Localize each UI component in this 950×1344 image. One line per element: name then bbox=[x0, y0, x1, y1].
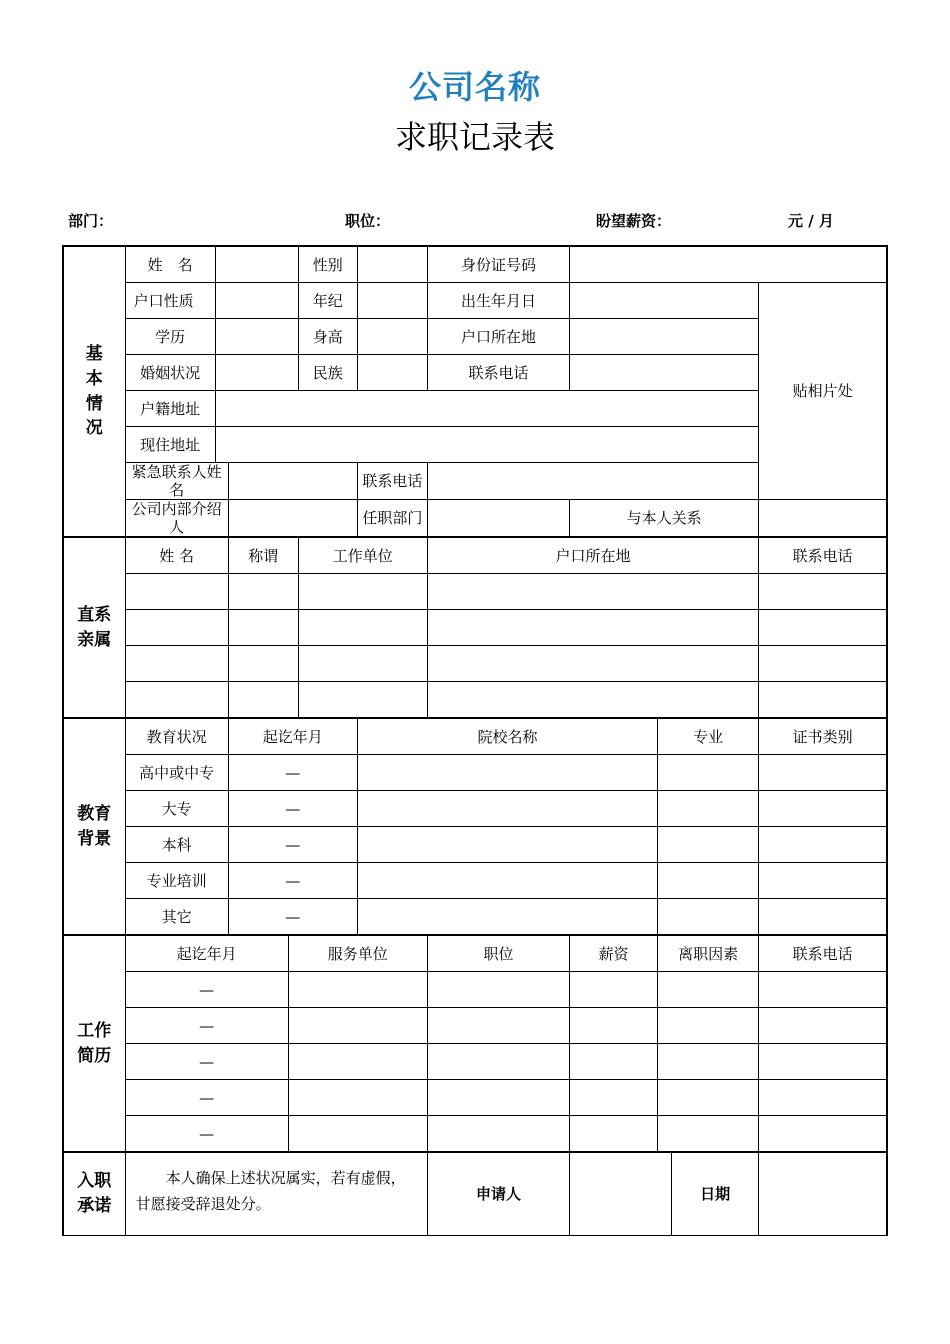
work-cell[interactable] bbox=[288, 1008, 427, 1044]
table-row bbox=[63, 610, 887, 646]
edu-period[interactable]: — bbox=[228, 863, 357, 899]
work-cell[interactable] bbox=[658, 1116, 759, 1153]
edu-certificate-input[interactable] bbox=[759, 755, 887, 791]
edu-col-level: 教育状况 bbox=[125, 718, 228, 755]
edu-level: 本科 bbox=[125, 827, 228, 863]
family-cell[interactable] bbox=[298, 682, 427, 719]
work-cell[interactable] bbox=[658, 1044, 759, 1080]
work-col-employer: 服务单位 bbox=[288, 935, 427, 972]
education-header-row bbox=[63, 718, 887, 755]
input-phone[interactable] bbox=[570, 355, 759, 391]
table-row bbox=[63, 899, 887, 936]
work-cell[interactable] bbox=[658, 1080, 759, 1116]
label-birth-date: 出生年月日 bbox=[427, 283, 569, 319]
family-col-employer: 工作单位 bbox=[298, 537, 427, 574]
family-cell[interactable] bbox=[228, 682, 298, 719]
edu-level: 专业培训 bbox=[125, 863, 228, 899]
table-row bbox=[63, 1008, 887, 1044]
edu-col-major: 专业 bbox=[658, 718, 759, 755]
work-cell[interactable] bbox=[427, 1116, 569, 1153]
edu-period[interactable]: — bbox=[228, 827, 357, 863]
edu-col-school: 院校名称 bbox=[357, 718, 657, 755]
photo-area[interactable]: 贴相片处 bbox=[759, 283, 887, 500]
edu-school-input[interactable] bbox=[357, 755, 657, 791]
edu-period[interactable]: — bbox=[228, 899, 357, 936]
pledge-text: 本人确保上述状况属实，若有虚假，甘愿接受辞退处分。 bbox=[125, 1152, 427, 1236]
table-row bbox=[63, 646, 887, 682]
family-cell[interactable] bbox=[228, 646, 298, 682]
edu-certificate-input[interactable] bbox=[759, 899, 887, 936]
family-cell[interactable] bbox=[298, 610, 427, 646]
edu-period[interactable]: — bbox=[228, 755, 357, 791]
family-col-hukou: 户口所在地 bbox=[427, 537, 758, 574]
edu-school-input[interactable] bbox=[357, 827, 657, 863]
work-col-position: 职位 bbox=[427, 935, 569, 972]
input-height[interactable] bbox=[357, 319, 427, 355]
edu-col-certificate: 证书类别 bbox=[759, 718, 887, 755]
work-header-row bbox=[63, 935, 887, 972]
family-cell[interactable] bbox=[759, 682, 887, 719]
work-cell[interactable] bbox=[570, 972, 658, 1008]
family-cell[interactable] bbox=[427, 574, 758, 610]
table-row bbox=[63, 791, 887, 827]
label-education: 学历 bbox=[125, 319, 215, 355]
edu-certificate-input[interactable] bbox=[759, 791, 887, 827]
section-family: 直系亲属 bbox=[63, 537, 125, 718]
family-header-row bbox=[63, 537, 887, 574]
work-col-salary: 薪资 bbox=[570, 935, 658, 972]
input-internal-referrer[interactable] bbox=[228, 500, 357, 538]
label-relationship: 与本人关系 bbox=[570, 500, 759, 538]
table-row bbox=[63, 755, 887, 791]
input-gender[interactable] bbox=[357, 246, 427, 283]
company-name: 公司名称 bbox=[408, 68, 541, 106]
input-emergency-contact[interactable] bbox=[228, 463, 357, 500]
input-registered-address[interactable] bbox=[215, 391, 759, 427]
work-cell[interactable] bbox=[570, 1008, 658, 1044]
work-cell[interactable] bbox=[759, 1116, 887, 1153]
work-cell[interactable] bbox=[759, 1080, 887, 1116]
form-title: 求职记录表 bbox=[394, 118, 555, 156]
family-cell[interactable] bbox=[759, 574, 887, 610]
edu-school-input[interactable] bbox=[357, 899, 657, 936]
table-row bbox=[63, 827, 887, 863]
application-form-table bbox=[62, 245, 888, 1236]
input-education[interactable] bbox=[215, 319, 298, 355]
label-hukou-type: 户口性质 bbox=[125, 283, 215, 319]
edu-school-input[interactable] bbox=[357, 863, 657, 899]
label-ethnicity: 民族 bbox=[298, 355, 357, 391]
family-cell[interactable] bbox=[125, 610, 228, 646]
label-registered-address: 户籍地址 bbox=[125, 391, 215, 427]
label-marital-status: 婚姻状况 bbox=[125, 355, 215, 391]
work-cell[interactable] bbox=[427, 1008, 569, 1044]
work-cell[interactable] bbox=[658, 1008, 759, 1044]
edu-period[interactable]: — bbox=[228, 791, 357, 827]
family-cell[interactable] bbox=[427, 682, 758, 719]
work-col-phone: 联系电话 bbox=[759, 935, 887, 972]
edu-major-input[interactable] bbox=[658, 827, 759, 863]
input-referrer-department[interactable] bbox=[427, 500, 569, 538]
family-cell[interactable] bbox=[125, 574, 228, 610]
label-emergency-contact: 紧急联系人姓名 bbox=[125, 463, 228, 500]
input-birth-date[interactable] bbox=[570, 283, 759, 319]
label-current-address: 现住地址 bbox=[125, 427, 215, 463]
input-emergency-phone[interactable] bbox=[427, 463, 758, 500]
label-gender: 性别 bbox=[298, 246, 357, 283]
input-ethnicity[interactable] bbox=[357, 355, 427, 391]
work-cell[interactable] bbox=[288, 1116, 427, 1153]
family-cell[interactable] bbox=[228, 610, 298, 646]
family-cell[interactable] bbox=[228, 574, 298, 610]
input-marital-status[interactable] bbox=[215, 355, 298, 391]
input-hukou-type[interactable] bbox=[215, 283, 298, 319]
edu-certificate-input[interactable] bbox=[759, 863, 887, 899]
input-age[interactable] bbox=[357, 283, 427, 319]
input-hukou-location[interactable] bbox=[570, 319, 759, 355]
family-col-phone: 联系电话 bbox=[759, 537, 887, 574]
department-label: 部门： bbox=[68, 212, 114, 230]
work-cell[interactable] bbox=[759, 1008, 887, 1044]
family-cell[interactable] bbox=[427, 610, 758, 646]
work-cell[interactable] bbox=[288, 1080, 427, 1116]
section-education: 教育背景 bbox=[63, 718, 125, 935]
input-applicant[interactable] bbox=[570, 1152, 672, 1236]
input-current-address[interactable] bbox=[215, 427, 759, 463]
label-date: 日期 bbox=[672, 1152, 759, 1236]
work-period[interactable]: — bbox=[125, 1116, 288, 1153]
input-id-number[interactable] bbox=[570, 246, 887, 283]
label-height: 身高 bbox=[298, 319, 357, 355]
edu-level: 高中或中专 bbox=[125, 755, 228, 791]
family-col-name: 姓 名 bbox=[125, 537, 228, 574]
work-cell[interactable] bbox=[427, 1044, 569, 1080]
table-row bbox=[63, 1080, 887, 1116]
table-row bbox=[63, 972, 887, 1008]
edu-major-input[interactable] bbox=[658, 755, 759, 791]
section-pledge: 入职承诺 bbox=[63, 1152, 125, 1236]
input-name[interactable] bbox=[215, 246, 298, 283]
family-cell[interactable] bbox=[759, 646, 887, 682]
pledge-row bbox=[63, 1152, 887, 1236]
edu-major-input[interactable] bbox=[658, 791, 759, 827]
section-basic: 基本情况 bbox=[63, 246, 125, 537]
family-col-title: 称谓 bbox=[228, 537, 298, 574]
family-cell[interactable] bbox=[298, 646, 427, 682]
salary-unit: 元 / 月 bbox=[788, 212, 834, 230]
table-row bbox=[63, 1116, 887, 1153]
work-cell[interactable] bbox=[427, 1080, 569, 1116]
label-age: 年纪 bbox=[298, 283, 357, 319]
family-cell[interactable] bbox=[427, 646, 758, 682]
table-row bbox=[63, 682, 887, 719]
work-cell[interactable] bbox=[570, 1044, 658, 1080]
edu-certificate-input[interactable] bbox=[759, 827, 887, 863]
work-cell[interactable] bbox=[288, 1044, 427, 1080]
table-row bbox=[63, 1044, 887, 1080]
work-cell[interactable] bbox=[570, 1080, 658, 1116]
label-applicant: 申请人 bbox=[427, 1152, 569, 1236]
work-cell[interactable] bbox=[570, 1116, 658, 1153]
position-label: 职位： bbox=[345, 212, 391, 230]
label-name: 姓 名 bbox=[125, 246, 215, 283]
work-col-leave-reason: 离职因素 bbox=[658, 935, 759, 972]
label-referrer-department: 任职部门 bbox=[357, 500, 427, 538]
edu-school-input[interactable] bbox=[357, 791, 657, 827]
work-period[interactable]: — bbox=[125, 1044, 288, 1080]
label-phone: 联系电话 bbox=[427, 355, 569, 391]
label-emergency-phone: 联系电话 bbox=[357, 463, 427, 500]
family-cell[interactable] bbox=[125, 682, 228, 719]
edu-major-input[interactable] bbox=[658, 863, 759, 899]
table-row bbox=[63, 863, 887, 899]
label-hukou-location: 户口所在地 bbox=[427, 319, 569, 355]
edu-level: 其它 bbox=[125, 899, 228, 936]
input-date[interactable] bbox=[759, 1152, 887, 1236]
work-cell[interactable] bbox=[427, 972, 569, 1008]
section-work: 工作简历 bbox=[63, 935, 125, 1152]
edu-level: 大专 bbox=[125, 791, 228, 827]
work-cell[interactable] bbox=[759, 1044, 887, 1080]
basic-row-1 bbox=[63, 246, 887, 283]
edu-major-input[interactable] bbox=[658, 899, 759, 936]
label-internal-referrer: 公司内部介绍人 bbox=[125, 500, 228, 538]
work-col-period: 起讫年月 bbox=[125, 935, 288, 972]
table-row bbox=[63, 574, 887, 610]
work-period[interactable]: — bbox=[125, 1080, 288, 1116]
basic-row-2 bbox=[63, 283, 887, 319]
work-cell[interactable] bbox=[288, 972, 427, 1008]
basic-row-8 bbox=[63, 500, 887, 538]
label-id-number: 身份证号码 bbox=[427, 246, 569, 283]
expected-salary-label: 盼望薪资： bbox=[596, 212, 672, 230]
input-relationship[interactable] bbox=[759, 500, 887, 538]
work-period[interactable]: — bbox=[125, 972, 288, 1008]
work-period[interactable]: — bbox=[125, 1008, 288, 1044]
family-cell[interactable] bbox=[298, 574, 427, 610]
work-cell[interactable] bbox=[759, 972, 887, 1008]
family-cell[interactable] bbox=[759, 610, 887, 646]
edu-col-period: 起讫年月 bbox=[228, 718, 357, 755]
family-cell[interactable] bbox=[125, 646, 228, 682]
work-cell[interactable] bbox=[658, 972, 759, 1008]
